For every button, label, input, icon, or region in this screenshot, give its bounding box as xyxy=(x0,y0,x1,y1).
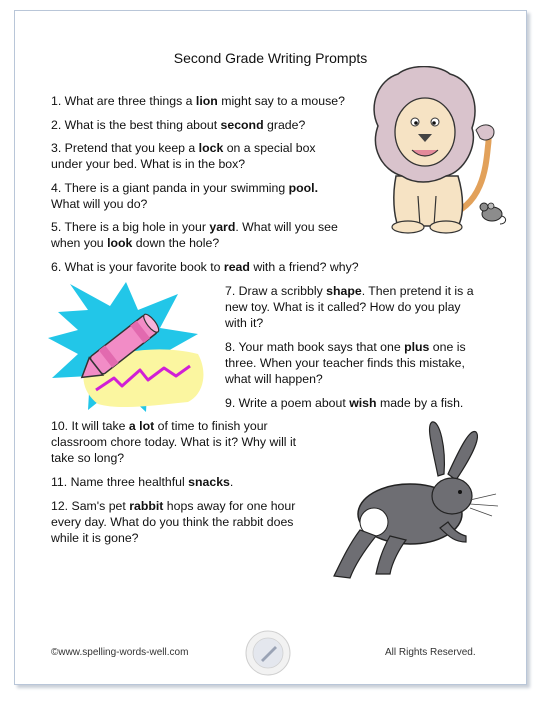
page-title: Second Grade Writing Prompts xyxy=(173,50,368,66)
prompt-7 xyxy=(225,283,485,331)
keyword: lock xyxy=(198,141,224,155)
prompt-text: 6. What is your favorite book to xyxy=(51,260,224,274)
keyword: wish xyxy=(349,396,377,410)
prompt-text: made by a fish. xyxy=(376,396,464,410)
prompt-text: 2. What is the best thing about xyxy=(51,118,221,132)
prompt-10 xyxy=(51,418,313,466)
prompt-text: 4. There is a giant panda in your swimming xyxy=(51,181,289,195)
prompt-text: of time to finish your classroom chore today. What is it? Why will it take so long? xyxy=(51,419,297,465)
prompt-text: 8. Your math book says that one xyxy=(225,340,405,354)
keyword: shape xyxy=(326,284,362,298)
rabbit-illustration xyxy=(320,418,505,588)
crayon-illustration xyxy=(48,282,218,422)
keyword: lion xyxy=(195,94,218,108)
footer-rights: All Rights Reserved. xyxy=(385,647,476,658)
prompt-8 xyxy=(225,339,493,387)
prompt-text: 9. Write a poem about xyxy=(225,396,350,410)
prompt-9 xyxy=(225,395,505,411)
prompt-text: 11. Name three healthful xyxy=(51,475,189,489)
prompt-text: hops away for one hour every day. What do you think the rabbit does while it is gone? xyxy=(51,499,296,545)
prompt-12 xyxy=(51,498,313,546)
keyword: yard xyxy=(209,220,236,234)
prompt-5 xyxy=(51,219,341,251)
prompt-text: with a friend? why? xyxy=(249,260,359,274)
prompt-text: down the hole? xyxy=(132,236,220,250)
prompt-text: . xyxy=(229,475,234,489)
prompt-text: might say to a mouse? xyxy=(217,94,345,108)
prompt-2 xyxy=(51,117,371,133)
keyword: snacks xyxy=(188,475,230,489)
prompt-1 xyxy=(51,93,381,109)
prompt-6 xyxy=(51,259,411,275)
keyword: plus xyxy=(404,340,430,354)
keyword: read xyxy=(223,260,250,274)
keyword: rabbit xyxy=(129,499,164,513)
keyword: pool. xyxy=(288,181,319,195)
prompt-text: 7. Draw a scribbly xyxy=(225,284,327,298)
prompt-text: one is three. When your teacher finds this mistake, what will happen? xyxy=(225,340,466,386)
prompt-text: 10. It will take xyxy=(51,419,129,433)
keyword: a lot xyxy=(128,419,155,433)
prompt-text: 5. There is a big hole in your xyxy=(51,220,210,234)
site-logo-seal xyxy=(243,628,293,678)
prompt-text: 3. Pretend that you keep a xyxy=(51,141,199,155)
prompt-4 xyxy=(51,180,346,212)
prompt-text: What will you do? xyxy=(51,197,148,211)
lion-body xyxy=(394,176,463,226)
footer-copyright: ©www.spelling-words-well.com xyxy=(51,647,189,658)
prompt-text: 1. What are three things a xyxy=(51,94,196,108)
prompt-text: 12. Sam's pet xyxy=(51,499,130,513)
keyword: look xyxy=(107,236,133,250)
lion-illustration xyxy=(368,66,508,238)
mouse-illustration xyxy=(480,203,506,224)
keyword: second xyxy=(220,118,264,132)
prompt-text: grade? xyxy=(263,118,306,132)
prompt-text: on a special box under your bed. What is in the box? xyxy=(51,141,316,171)
prompt-text: . What will you see when you xyxy=(51,220,338,250)
prompt-11 xyxy=(51,474,313,490)
prompt-3 xyxy=(51,140,341,172)
prompt-text: . Then pretend it is a new toy. What is it called? How do you play with it? xyxy=(225,284,474,330)
rabbit-ear xyxy=(430,422,445,476)
